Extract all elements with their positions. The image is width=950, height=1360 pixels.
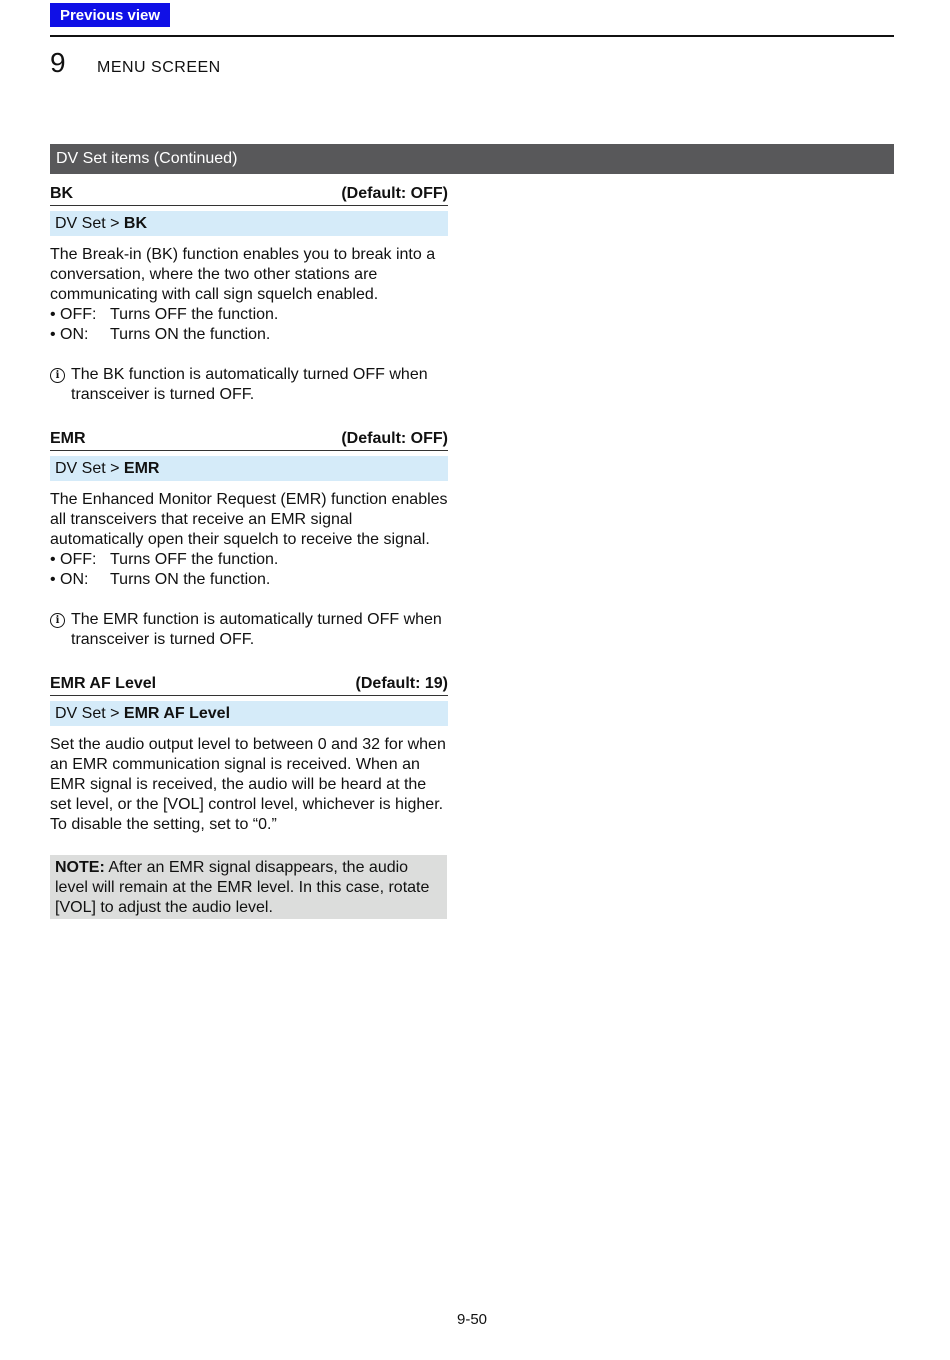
option-key: • ON: [50, 571, 89, 588]
items-column [50, 183, 448, 919]
item-name: EMR AF Level [50, 675, 157, 692]
previous-view-button[interactable]: Previous view [50, 3, 170, 27]
menu-path [50, 211, 448, 236]
option-key: • OFF: [50, 551, 97, 568]
chapter-title: MENU SCREEN [97, 59, 221, 76]
info-text: The EMR function is automatically turned OFF when transceiver is turned OFF. [71, 611, 442, 648]
item-name: BK [50, 185, 74, 202]
option-text: Turns ON the function. [110, 571, 271, 588]
menu-path-item: BK [123, 215, 148, 232]
option-on [50, 325, 448, 345]
info-note [50, 365, 448, 405]
item-heading [50, 428, 448, 451]
menu-path [50, 456, 448, 481]
item-default: (Default: 19) [355, 675, 448, 692]
option-text: Turns OFF the function. [110, 306, 279, 323]
menu-path-item: EMR AF Level [123, 705, 231, 722]
menu-path-prefix: DV Set > [55, 460, 124, 477]
section-title-bar: DV Set items (Continued) [50, 144, 894, 174]
item-default: (Default: OFF) [341, 430, 448, 447]
info-circle-icon: i [50, 613, 65, 628]
item-heading [50, 673, 448, 696]
menu-path [50, 701, 448, 726]
header-rule [50, 35, 894, 37]
item-description: The Enhanced Monitor Request (EMR) function enables all transceivers that receive an EMR signal automatically open their squelch to receive the signal. [50, 491, 448, 548]
info-circle-icon: i [50, 368, 65, 383]
item-heading [50, 183, 448, 206]
chapter-number: 9 [50, 47, 66, 78]
menu-path-item: EMR [123, 460, 160, 477]
item-default: (Default: OFF) [341, 185, 448, 202]
option-key: • OFF: [50, 306, 97, 323]
note-label: NOTE: [55, 859, 105, 876]
item-description-extra: To disable the setting, set to “0.” [50, 816, 277, 833]
option-on [50, 570, 448, 590]
menu-item-bk [50, 183, 448, 405]
option-text: Turns OFF the function. [110, 551, 279, 568]
note-text: After an EMR signal disappears, the audio level will remain at the EMR level. In this case, rotate [VOL] to adjust the audio level. [55, 859, 430, 916]
item-name: EMR [50, 430, 86, 447]
menu-path-prefix: DV Set > [55, 215, 124, 232]
page-number: 9-50 [456, 1311, 488, 1328]
option-text: Turns ON the function. [110, 326, 271, 343]
note-box [50, 855, 447, 919]
info-text: The BK function is automatically turned OFF when transceiver is turned OFF. [71, 366, 428, 403]
menu-item-emr [50, 428, 448, 650]
option-off [50, 305, 448, 325]
menu-path-prefix: DV Set > [55, 705, 124, 722]
option-key: • ON: [50, 326, 89, 343]
item-description: Set the audio output level to between 0 and 32 for when an EMR communication signal is received. When an EMR signal is received, the audio will be heard at the set level, or the [VOL] control level, whichever is higher. [50, 736, 446, 813]
item-description: The Break-in (BK) function enables you to break into a conversation, where the two other stations are communicating with call sign squelch enabled. [50, 246, 436, 303]
menu-item-emr-af-level [50, 673, 448, 919]
info-note [50, 610, 448, 650]
option-off [50, 550, 448, 570]
